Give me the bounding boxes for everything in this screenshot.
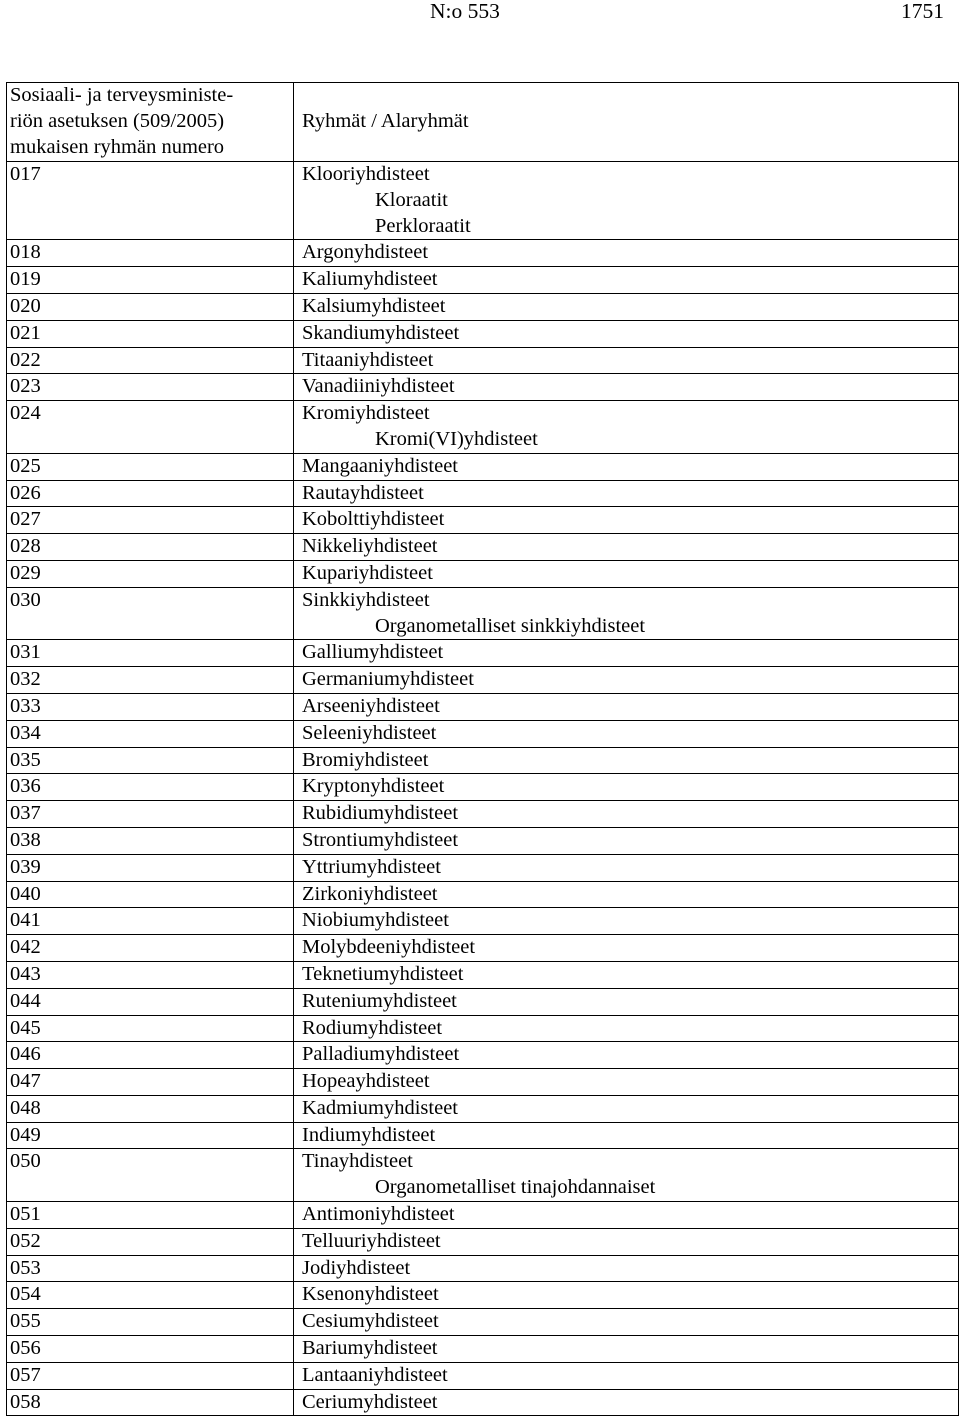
table-row bbox=[7, 1309, 959, 1336]
group-number-cell: 056 bbox=[7, 1336, 294, 1363]
table-row bbox=[7, 961, 959, 988]
group-name-cell bbox=[294, 801, 959, 828]
table-row bbox=[7, 374, 959, 401]
group-name-cell bbox=[294, 162, 959, 240]
group-number-cell: 032 bbox=[7, 667, 294, 694]
group-number-cell: 041 bbox=[7, 908, 294, 935]
group-number-cell: 026 bbox=[7, 480, 294, 507]
group-number-cell: 058 bbox=[7, 1389, 294, 1416]
table-row bbox=[7, 827, 959, 854]
group-name: Ruteniumyhdisteet bbox=[302, 989, 457, 1012]
group-name: Bromiyhdisteet bbox=[302, 748, 429, 771]
group-name-cell bbox=[294, 854, 959, 881]
group-name: Lantaaniyhdisteet bbox=[302, 1363, 448, 1386]
group-name: Kupariyhdisteet bbox=[302, 561, 433, 584]
subgroup-name: Organometalliset sinkkiyhdisteet bbox=[375, 614, 646, 637]
group-name-cell bbox=[294, 374, 959, 401]
group-name-cell bbox=[294, 587, 959, 640]
group-name: Skandiumyhdisteet bbox=[302, 321, 460, 344]
group-number-cell: 048 bbox=[7, 1095, 294, 1122]
group-number-cell: 033 bbox=[7, 693, 294, 720]
group-name: Tinayhdisteet bbox=[302, 1150, 413, 1173]
group-name: Molybdeeniyhdisteet bbox=[302, 936, 476, 959]
table-row bbox=[7, 1122, 959, 1149]
issue-number: N:o 553 bbox=[430, 0, 500, 23]
group-name-cell bbox=[294, 988, 959, 1015]
group-number-cell: 022 bbox=[7, 347, 294, 374]
group-name: Ceriumyhdisteet bbox=[302, 1390, 438, 1413]
group-name: Kalsiumyhdisteet bbox=[302, 294, 446, 317]
group-name: Telluuriyhdisteet bbox=[302, 1229, 441, 1252]
column-header-line: Sosiaali- ja terveysministe- bbox=[10, 84, 234, 106]
group-name-cell bbox=[294, 267, 959, 294]
table-header-row bbox=[7, 83, 959, 162]
table-row bbox=[7, 560, 959, 587]
group-number-cell: 055 bbox=[7, 1309, 294, 1336]
group-name-cell bbox=[294, 1255, 959, 1282]
group-name-cell bbox=[294, 480, 959, 507]
group-name-cell bbox=[294, 1015, 959, 1042]
group-name: Jodiyhdisteet bbox=[302, 1256, 411, 1279]
group-number-cell: 044 bbox=[7, 988, 294, 1015]
table-row bbox=[7, 1228, 959, 1255]
group-name-cell bbox=[294, 1336, 959, 1363]
group-name-cell bbox=[294, 560, 959, 587]
subgroup-name: Organometalliset tinajohdannaiset bbox=[375, 1176, 656, 1199]
group-name: Nikkeliyhdisteet bbox=[302, 535, 438, 558]
page-header bbox=[0, 0, 960, 26]
group-number-cell: 019 bbox=[7, 267, 294, 294]
group-number-cell: 024 bbox=[7, 401, 294, 454]
table-row bbox=[7, 801, 959, 828]
group-name: Rodiumyhdisteet bbox=[302, 1016, 443, 1039]
group-number-cell: 043 bbox=[7, 961, 294, 988]
group-name: Vanadiiniyhdisteet bbox=[302, 375, 455, 398]
group-name: Cesiumyhdisteet bbox=[302, 1310, 439, 1333]
table-row bbox=[7, 1149, 959, 1202]
group-name-cell bbox=[294, 774, 959, 801]
group-name-cell bbox=[294, 908, 959, 935]
group-name: Rubidiumyhdisteet bbox=[302, 802, 459, 825]
table-row bbox=[7, 1362, 959, 1389]
table-row bbox=[7, 240, 959, 267]
group-number-cell: 052 bbox=[7, 1228, 294, 1255]
table-row bbox=[7, 347, 959, 374]
group-name-cell bbox=[294, 1389, 959, 1416]
group-number-cell: 042 bbox=[7, 935, 294, 962]
group-number-cell: 040 bbox=[7, 881, 294, 908]
table-row bbox=[7, 1255, 959, 1282]
group-number-cell: 053 bbox=[7, 1255, 294, 1282]
group-name: Klooriyhdisteet bbox=[302, 163, 430, 185]
group-name-cell bbox=[294, 347, 959, 374]
group-number-cell: 025 bbox=[7, 453, 294, 480]
group-name-cell bbox=[294, 1149, 959, 1202]
group-name-cell bbox=[294, 534, 959, 561]
group-name: Teknetiumyhdisteet bbox=[302, 962, 464, 985]
group-name: Antimoniyhdisteet bbox=[302, 1203, 455, 1226]
group-table bbox=[6, 82, 959, 1416]
group-name-cell bbox=[294, 1122, 959, 1149]
group-name: Rautayhdisteet bbox=[302, 481, 424, 504]
group-number-cell: 045 bbox=[7, 1015, 294, 1042]
group-name-cell bbox=[294, 401, 959, 454]
table-row bbox=[7, 507, 959, 534]
page-number: 1751 bbox=[901, 0, 944, 23]
column-header-group-number bbox=[7, 83, 294, 162]
group-name-cell bbox=[294, 453, 959, 480]
table-row bbox=[7, 1069, 959, 1096]
group-name: Galliumyhdisteet bbox=[302, 641, 444, 664]
group-number-cell: 036 bbox=[7, 774, 294, 801]
group-name: Zirkoniyhdisteet bbox=[302, 882, 438, 905]
table-body bbox=[7, 83, 959, 1416]
table-row bbox=[7, 854, 959, 881]
group-number-cell: 021 bbox=[7, 320, 294, 347]
table-row bbox=[7, 1042, 959, 1069]
group-name: Yttriumyhdisteet bbox=[302, 855, 441, 878]
column-header-line: riön asetuksen (509/2005) bbox=[10, 109, 225, 132]
group-number-cell: 046 bbox=[7, 1042, 294, 1069]
table-row bbox=[7, 747, 959, 774]
group-name: Arseeniyhdisteet bbox=[302, 694, 440, 717]
group-name: Mangaaniyhdisteet bbox=[302, 454, 458, 477]
group-name: Kaliumyhdisteet bbox=[302, 268, 438, 291]
table-row bbox=[7, 988, 959, 1015]
group-number-cell: 034 bbox=[7, 720, 294, 747]
group-number-cell: 020 bbox=[7, 293, 294, 320]
table-row bbox=[7, 667, 959, 694]
group-name: Germaniumyhdisteet bbox=[302, 668, 474, 691]
table-row bbox=[7, 693, 959, 720]
group-number-cell: 054 bbox=[7, 1282, 294, 1309]
group-name: Sinkkiyhdisteet bbox=[302, 588, 430, 611]
group-number-cell: 037 bbox=[7, 801, 294, 828]
group-name-cell bbox=[294, 293, 959, 320]
table-row bbox=[7, 320, 959, 347]
group-number-cell: 039 bbox=[7, 854, 294, 881]
group-name-cell bbox=[294, 1042, 959, 1069]
table-row bbox=[7, 480, 959, 507]
group-name: Kromiyhdisteet bbox=[302, 402, 430, 425]
table-row bbox=[7, 640, 959, 667]
subgroup-name: Perkloraatit bbox=[375, 214, 471, 237]
table-row bbox=[7, 162, 959, 240]
group-number-cell: 035 bbox=[7, 747, 294, 774]
table-row bbox=[7, 401, 959, 454]
group-name-cell bbox=[294, 1228, 959, 1255]
group-name-cell bbox=[294, 1362, 959, 1389]
group-name-cell bbox=[294, 693, 959, 720]
group-number-cell: 057 bbox=[7, 1362, 294, 1389]
group-number-cell: 049 bbox=[7, 1122, 294, 1149]
table-row bbox=[7, 1282, 959, 1309]
table-row bbox=[7, 1095, 959, 1122]
group-name-cell bbox=[294, 1069, 959, 1096]
group-name: Niobiumyhdisteet bbox=[302, 909, 449, 932]
table-row bbox=[7, 453, 959, 480]
group-number-cell: 017 bbox=[7, 162, 294, 240]
group-number-cell: 029 bbox=[7, 560, 294, 587]
group-name-cell bbox=[294, 935, 959, 962]
group-number-cell: 023 bbox=[7, 374, 294, 401]
table-row bbox=[7, 1389, 959, 1416]
group-name-cell bbox=[294, 640, 959, 667]
group-name-cell bbox=[294, 1095, 959, 1122]
group-number-cell: 027 bbox=[7, 507, 294, 534]
group-name-cell bbox=[294, 320, 959, 347]
group-number-cell: 031 bbox=[7, 640, 294, 667]
group-name-cell bbox=[294, 667, 959, 694]
group-number-cell: 028 bbox=[7, 534, 294, 561]
subgroup-name: Kromi(VI)yhdisteet bbox=[375, 427, 538, 450]
column-header-groups: Ryhmät / Alaryhmät bbox=[294, 83, 959, 162]
table-row bbox=[7, 881, 959, 908]
group-name-cell bbox=[294, 240, 959, 267]
group-name-cell bbox=[294, 720, 959, 747]
group-name-cell bbox=[294, 1282, 959, 1309]
group-name: Argonyhdisteet bbox=[302, 241, 429, 264]
table-row bbox=[7, 267, 959, 294]
group-name: Strontiumyhdisteet bbox=[302, 828, 459, 851]
group-name: Kadmiumyhdisteet bbox=[302, 1096, 459, 1119]
group-name-cell bbox=[294, 881, 959, 908]
group-name: Ksenonyhdisteet bbox=[302, 1283, 439, 1306]
group-name: Hopeayhdisteet bbox=[302, 1070, 430, 1093]
table-row bbox=[7, 908, 959, 935]
group-name-cell bbox=[294, 961, 959, 988]
table-row bbox=[7, 293, 959, 320]
group-name: Palladiumyhdisteet bbox=[302, 1043, 460, 1066]
group-name: Seleeniyhdisteet bbox=[302, 721, 437, 744]
group-name: Titaaniyhdisteet bbox=[302, 348, 434, 371]
group-name-cell bbox=[294, 507, 959, 534]
column-header-line: mukaisen ryhmän numero bbox=[10, 135, 225, 158]
table-row bbox=[7, 935, 959, 962]
group-number-cell: 038 bbox=[7, 827, 294, 854]
table-row bbox=[7, 1015, 959, 1042]
table-row bbox=[7, 1336, 959, 1363]
group-number-cell: 051 bbox=[7, 1202, 294, 1229]
table-row bbox=[7, 774, 959, 801]
group-name-cell bbox=[294, 827, 959, 854]
table-row bbox=[7, 534, 959, 561]
group-name-cell bbox=[294, 747, 959, 774]
table-row bbox=[7, 1202, 959, 1229]
group-number-cell: 050 bbox=[7, 1149, 294, 1202]
subgroup-name: Kloraatit bbox=[375, 188, 448, 211]
table-row bbox=[7, 720, 959, 747]
group-name-cell bbox=[294, 1202, 959, 1229]
group-number-cell: 047 bbox=[7, 1069, 294, 1096]
group-name: Kobolttiyhdisteet bbox=[302, 508, 445, 531]
table-row bbox=[7, 587, 959, 640]
group-number-cell: 018 bbox=[7, 240, 294, 267]
group-name: Indiumyhdisteet bbox=[302, 1123, 436, 1146]
group-name: Bariumyhdisteet bbox=[302, 1337, 438, 1360]
group-number-cell: 030 bbox=[7, 587, 294, 640]
group-name-cell bbox=[294, 1309, 959, 1336]
group-name: Kryptonyhdisteet bbox=[302, 775, 445, 798]
